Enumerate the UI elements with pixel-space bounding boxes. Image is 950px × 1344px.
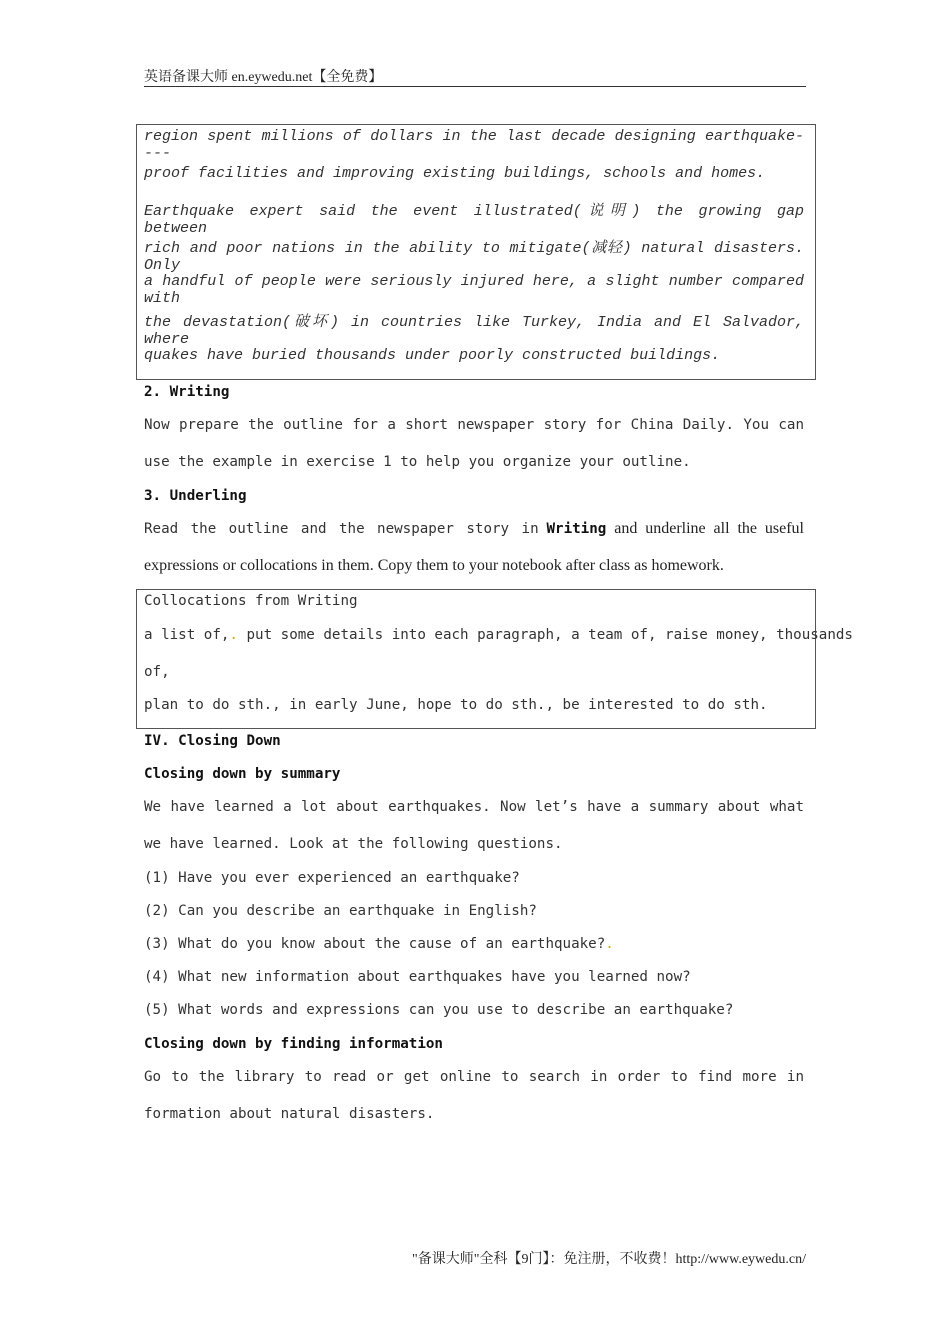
summary-text: We have learned a lot about earthquakes. Now let’s have a summary about what [144,799,804,815]
collocations-title: Collocations from Writing [144,593,358,609]
passage-line: rich and poor nations in the ability to mitigate(减轻) natural disasters. Only [144,240,804,274]
collocations-line: of, [144,664,170,680]
collocations-line [144,627,853,643]
yellow-mark: . [229,627,238,643]
summary-text: we have learned. Look at the following questions. [144,836,563,852]
passage-line: the devastation(破坏) in countries like Turkey, India and El Salvador, where [144,314,804,348]
page-header [144,66,806,87]
question-3-text: (3) What do you know about the cause of an earthquake? [144,936,606,952]
underling-text-b: and underline all the useful [614,520,804,537]
collocations-line3-b: o do sth. [690,697,768,713]
underling-text: expressions or collocations in them. Copy them to your notebook after class as homework. [144,557,724,574]
underling-heading: 3. Underling [144,488,247,504]
collocations-line-b: put some details into each paragraph, a team of, raise money, thousands [237,627,853,643]
underling-text [144,520,804,538]
underling-writing-bold: Writing [546,521,607,537]
passage-line: region spent millions of dollars in the last decade designing earthquake---- [144,128,804,162]
summary-heading: Closing down by summary [144,766,341,782]
question-item: (1) Have you ever experienced an earthquake? [144,870,520,886]
writing-text: Now prepare the outline for a short newspaper story for China Daily. You can [144,417,804,433]
passage-line: proof facilities and improving existing buildings, schools and homes. [144,165,766,182]
collocations-line [144,697,768,713]
info-text: Go to the library to read or get online to search in order to find more in [144,1069,804,1085]
info-heading: Closing down by finding information [144,1036,443,1052]
yellow-mark: . [605,936,614,952]
question-item [144,936,614,952]
underling-text-a: Read the outline and the newspaper story in [144,521,539,537]
passage-line: a handful of people were seriously injured here, a slight number compared with [144,273,804,307]
question-item: (4) What new information about earthquakes have you learned now? [144,969,691,985]
header-text: 英语备课大师 en.eywedu.net【全免费】 [144,70,383,85]
writing-heading: 2. Writing [144,384,230,400]
closing-heading: IV. Closing Down [144,733,281,749]
page-footer: "备课大师"全科【9门】：免注册，不收费！http://www.eywedu.cn/ [412,1252,806,1267]
collocations-line-a: a list of, [144,627,230,643]
question-item: (2) Can you describe an earthquake in English? [144,903,537,919]
passage-line: Earthquake expert said the event illustrated(说明) the growing gap between [144,203,804,237]
info-text: formation about natural disasters. [144,1106,435,1122]
passage-line: quakes have buried thousands under poorly constructed buildings. [144,347,721,364]
writing-text: use the example in exercise 1 to help you organize your outline. [144,454,691,470]
question-item: (5) What words and expressions can you use to describe an earthquake? [144,1002,734,1018]
collocations-line3-a: plan to do sth., in early June, hope to do sth., be interested t [144,697,691,713]
